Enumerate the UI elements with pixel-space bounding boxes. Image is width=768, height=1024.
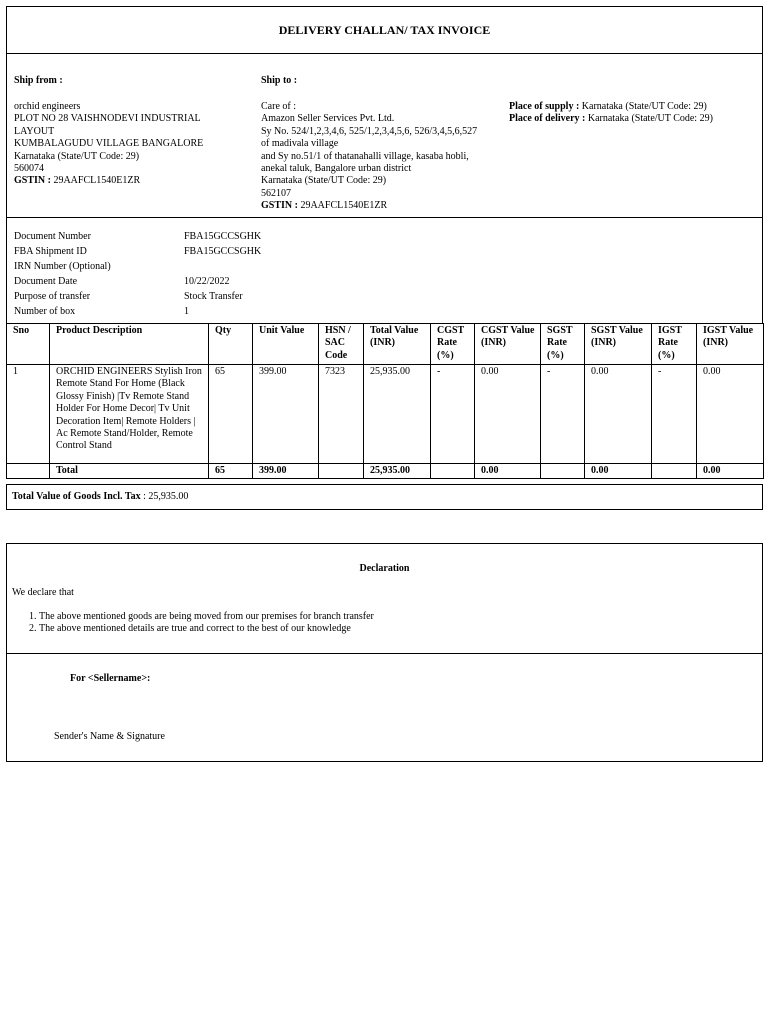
total-goods-line [12,491,188,503]
ship-to-address [261,101,477,213]
declaration-title: Declaration [359,563,410,574]
total-goods-value: : 25,935.00 [140,491,189,502]
gstin-label: GSTIN : [261,200,298,212]
document-info-box [6,217,763,324]
column-header: HSN / SAC Code [319,324,364,365]
column-header: CGST Rate (%) [431,324,475,365]
doc-info-label: Number of box [14,306,76,317]
cell-total-unit-value: 399.00 [253,464,319,479]
cell-igst-rate: - [652,365,697,464]
place-of-delivery-value: Karnataka (State/UT Code: 29) [585,113,713,125]
cell-total-value: 25,935.00 [364,365,431,464]
ship-from-heading: Ship from : [14,75,63,86]
doc-info-value: 1 [184,306,189,317]
total-goods-box [6,484,763,510]
gstin-label: GSTIN : [14,175,51,187]
place-info [509,101,713,126]
document-title: DELIVERY CHALLAN/ TAX INVOICE [278,23,491,37]
declaration-box [6,543,763,654]
gstin-value: 29AAFCL1540E1ZR [50,175,141,187]
cell-product-description: ORCHID ENGINEERS Stylish Iron Remote Stand For Home (Black Glossy Finish) |Tv Remote Stand Holder For Home Decor| Tv Unit Decoration Item| Remote Holders | Ac Remote Stand/Holder, Remote Control Stand [50,365,209,464]
ship-to-line: anekal taluk, Bangalore urban district [261,163,412,175]
cell-total-sgst-value: 0.00 [585,464,652,479]
declaration-item: 1. The above mentioned goods are being moved from our premises for branch transfer [39,611,374,623]
cell-igst-value: 0.00 [697,365,764,464]
gstin-value: 29AAFCL1540E1ZR [297,200,388,212]
doc-info-values [184,229,261,319]
cell-unit-value: 399.00 [253,365,319,464]
table-row [7,365,764,464]
place-of-supply-value: Karnataka (State/UT Code: 29) [579,101,707,112]
title-box [6,6,763,54]
column-header: Product Description [50,324,209,365]
table-header-row [7,324,764,365]
cell-empty [7,464,50,479]
column-header: Total Value (INR) [364,324,431,365]
column-header: Qty [209,324,253,365]
cell-total-igst-value: 0.00 [697,464,764,479]
doc-info-label: Document Number [14,231,91,242]
signature-box [6,653,763,762]
cell-sgst-rate: - [541,365,585,464]
cell-empty [319,464,364,479]
doc-info-label: Document Date [14,276,78,287]
ship-to-line: of madivala village [261,138,339,150]
ship-to-line: Care of : [261,101,296,112]
doc-info-value: FBA15GCCSGHK [184,246,262,257]
total-goods-label: Total Value of Goods Incl. Tax [12,491,141,502]
for-seller-label: For <Sellername>: [70,673,151,684]
doc-info-value [184,259,261,274]
ship-from-address [14,101,203,188]
declaration-intro: We declare that [12,587,74,598]
doc-info-value: FBA15GCCSGHK [184,231,262,242]
column-header: IGST Value (INR) [697,324,764,365]
cell-sgst-value: 0.00 [585,365,652,464]
ship-to-line: and Sy no.51/1 of thatanahalli village, kasaba hobli, [261,150,469,162]
sender-signature-label: Sender's Name & Signature [54,731,165,742]
doc-info-value: Stock Transfer [184,291,243,302]
ship-from-line: LAYOUT [14,125,55,137]
items-table [6,323,764,479]
place-of-delivery-label: Place of delivery : [509,113,586,125]
table-total-row [7,464,764,479]
ship-from-line: PLOT NO 28 VAISHNODEVI INDUSTRIAL [14,113,201,125]
declaration-list [7,611,374,636]
cell-empty [652,464,697,479]
ship-from-line: 560074 [14,163,44,175]
address-box [6,53,763,218]
column-header: SGST Value (INR) [585,324,652,365]
cell-total-cgst-value: 0.00 [475,464,541,479]
doc-info-label: FBA Shipment ID [14,246,87,257]
ship-to-line: 562107 [261,187,291,199]
doc-info-labels [14,229,111,319]
declaration-item: 2. The above mentioned details are true and correct to the best of our knowledge [39,623,374,635]
column-header: Sno [7,324,50,365]
cell-cgst-rate: - [431,365,475,464]
ship-from-gstin [14,175,203,187]
cell-hsn: 7323 [319,365,364,464]
column-header: SGST Rate (%) [541,324,585,365]
place-of-delivery [509,113,713,125]
cell-qty: 65 [209,365,253,464]
ship-from-line: Karnataka (State/UT Code: 29) [14,150,140,162]
ship-to-line: Amazon Seller Services Pvt. Ltd. [261,113,395,125]
cell-total-label: Total [50,464,209,479]
place-of-supply [509,101,713,113]
cell-total-total-value: 25,935.00 [364,464,431,479]
cell-total-qty: 65 [209,464,253,479]
doc-info-label: Purpose of transfer [14,291,91,302]
column-header: CGST Value (INR) [475,324,541,365]
doc-info-value: 10/22/2022 [184,276,230,287]
cell-cgst-value: 0.00 [475,365,541,464]
cell-empty [541,464,585,479]
doc-info-label: IRN Number (Optional) [14,261,111,272]
column-header: Unit Value [253,324,319,365]
ship-to-line: Karnataka (State/UT Code: 29) [261,175,387,187]
cell-empty [431,464,475,479]
cell-sno: 1 [7,365,50,464]
ship-to-gstin [261,200,477,212]
ship-from-line: orchid engineers [14,101,81,112]
ship-to-line: Sy No. 524/1,2,3,4,6, 525/1,2,3,4,5,6, 526/3,4,5,6,527 [261,125,478,137]
ship-to-heading: Ship to : [261,75,298,86]
column-header: IGST Rate (%) [652,324,697,365]
place-of-supply-label: Place of supply : [509,101,580,112]
ship-from-line: KUMBALAGUDU VILLAGE BANGALORE [14,138,204,150]
